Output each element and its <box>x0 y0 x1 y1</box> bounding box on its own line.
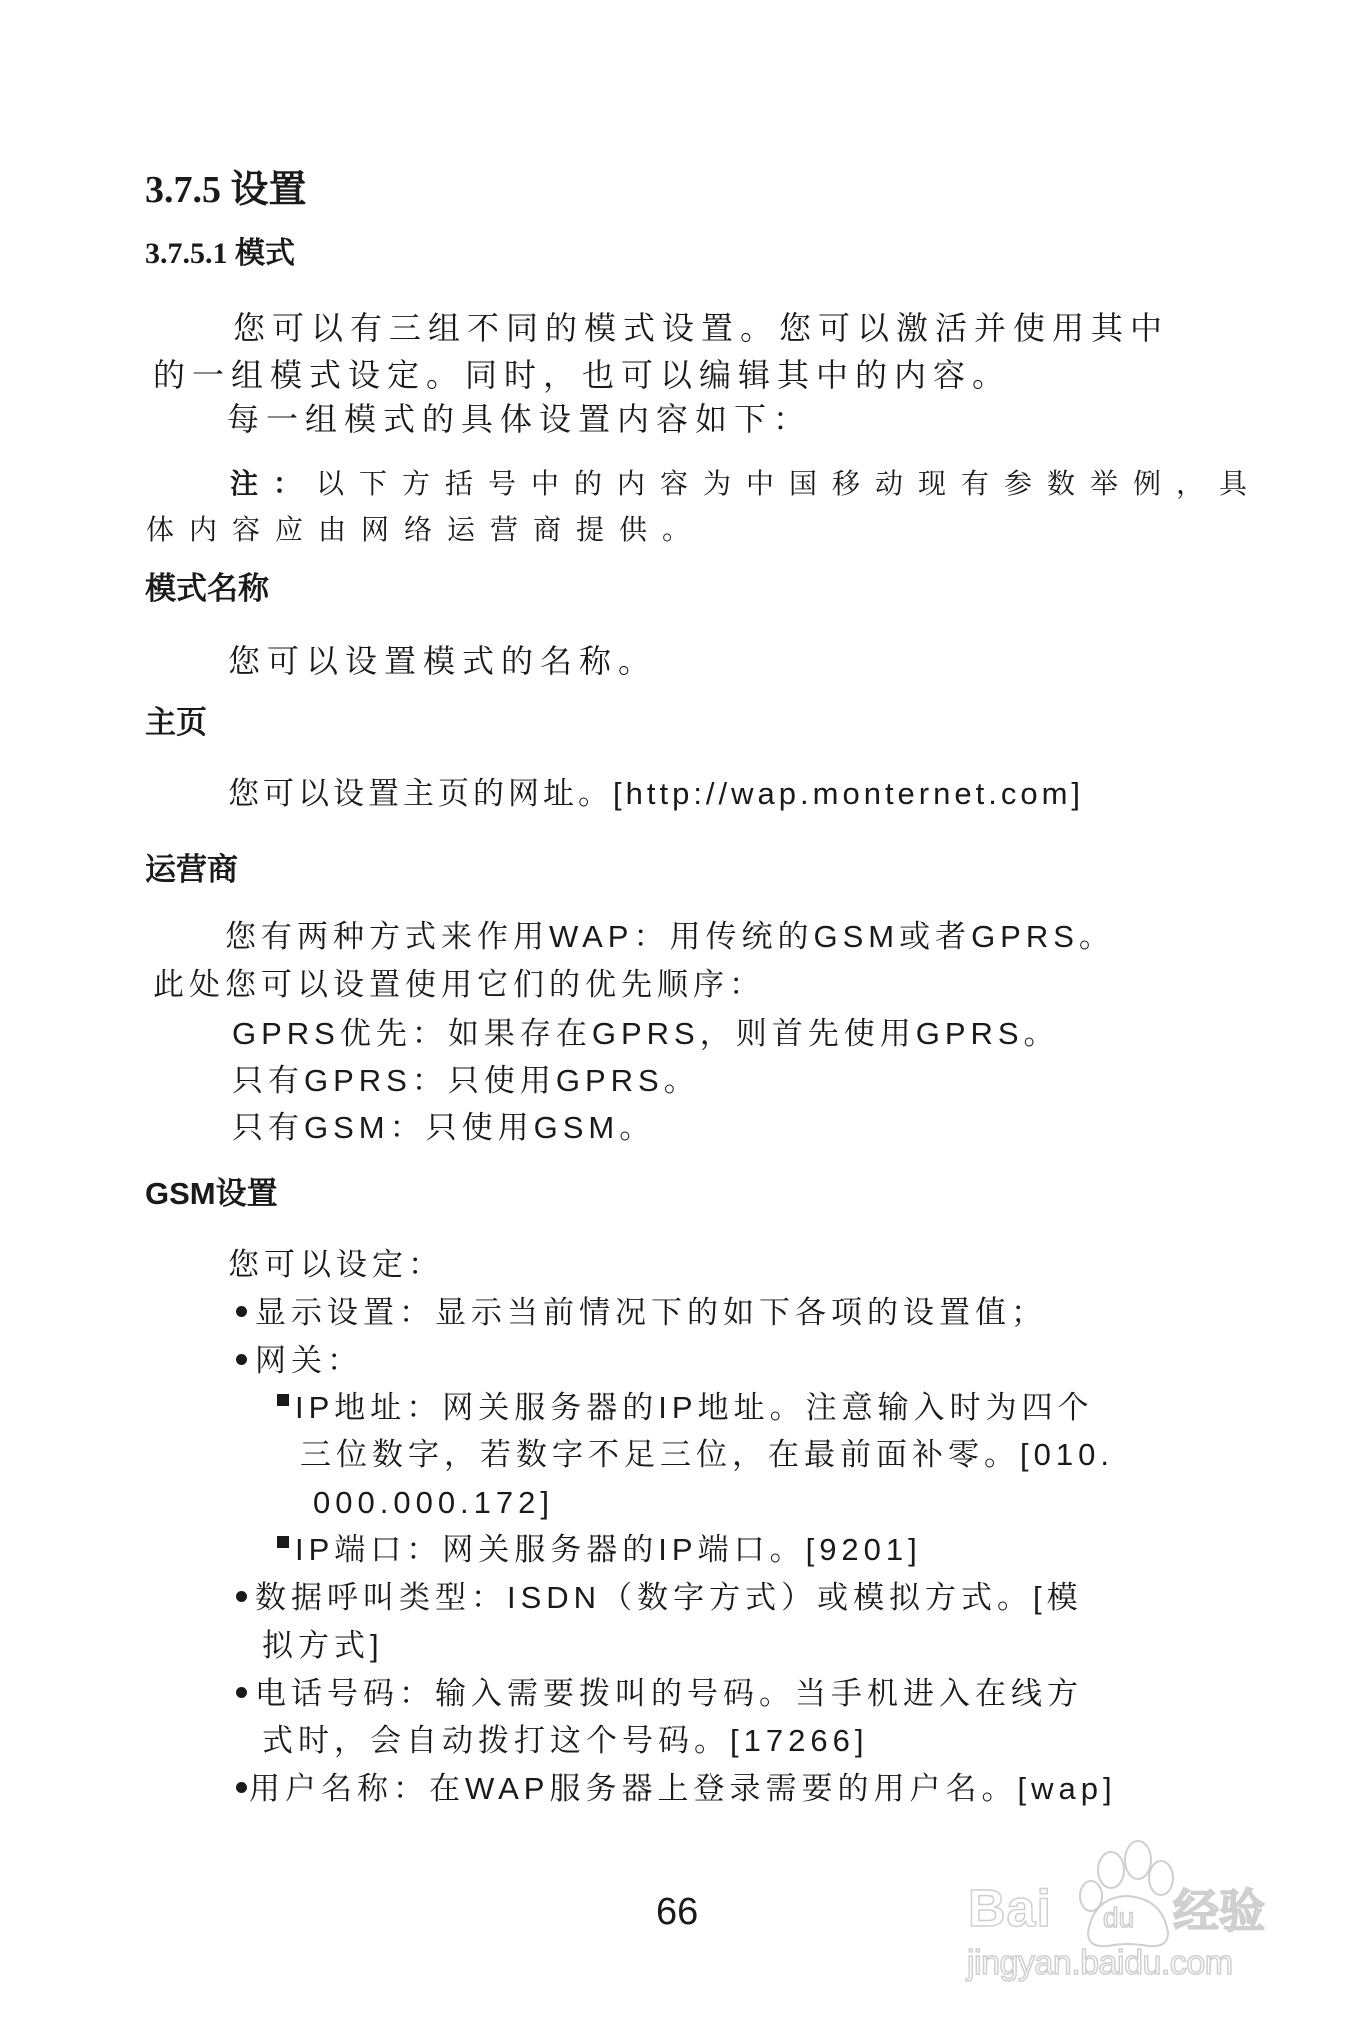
bullet-dot-icon <box>236 1782 247 1793</box>
gsm-item-ip-port <box>277 1534 922 1565</box>
homepage-heading: 主页 <box>145 705 207 740</box>
item-text: IP端口：网关服务器的IP端口。[9201] <box>295 1532 922 1567</box>
watermark-url: jingyan.baidu.com <box>967 1944 1233 1982</box>
note-line-2: 体内容应由网络运营商提供。 <box>146 513 706 546</box>
section-heading: 3.7.5 设置 <box>145 169 307 211</box>
operator-line-5: 只有GSM：只使用GSM。 <box>232 1110 656 1145</box>
bullet-dot-icon <box>236 1687 247 1698</box>
intro-line-1: 您可以有三组不同的模式设置。您可以激活并使用其中 <box>233 310 1170 346</box>
item-text: 电话号码：输入需要拨叫的号码。当手机进入在线方 <box>255 1676 1083 1711</box>
item-text: 数据呼叫类型：ISDN（数字方式）或模拟方式。[模 <box>255 1580 1083 1615</box>
watermark-brand: Bai <box>968 1880 1052 1938</box>
operator-line-1: 您有两种方式来作用WAP：用传统的GSM或者GPRS。 <box>225 919 1115 954</box>
bullet-dot-icon <box>236 1591 247 1602</box>
intro-line-2: 的一组模式设定。同时，也可以编辑其中的内容。 <box>153 357 1012 393</box>
gsm-item-phone-number <box>236 1678 1083 1709</box>
bullet-dot-icon <box>236 1354 247 1365</box>
homepage-text: 您可以设置主页的网址。[http://wap.monternet.com] <box>228 776 1085 811</box>
note-label: 注： <box>230 468 317 499</box>
gsm-item-phone-number-cont: 式时，会自动拨打这个号码。[17266] <box>262 1723 869 1758</box>
gsm-intro: 您可以设定： <box>228 1247 444 1282</box>
item-text: 显示设置：显示当前情况下的如下各项的设置值； <box>255 1295 1047 1330</box>
note-line-1 <box>230 467 1263 500</box>
gsm-item-gateway <box>236 1345 363 1376</box>
gsm-item-user-name <box>236 1773 1117 1804</box>
operator-line-2: 此处您可以设置使用它们的优先顺序： <box>153 967 765 1002</box>
note-text: 以下方括号中的内容为中国移动现有参数举例，具 <box>316 467 1263 500</box>
item-text: 网关： <box>255 1343 363 1378</box>
item-text: 用户名称：在WAP服务器上登录需要的用户名。[wap] <box>249 1771 1117 1806</box>
gsm-item-data-call-type <box>236 1582 1083 1613</box>
gsm-item-ip-address-cont-1: 三位数字，若数字不足三位，在最前面补零。[010. <box>300 1437 1114 1472</box>
bullet-square-icon <box>277 1394 289 1406</box>
gsm-heading: GSM设置 <box>145 1176 278 1211</box>
bullet-dot-icon <box>236 1306 247 1317</box>
operator-line-3: GPRS优先：如果存在GPRS，则首先使用GPRS。 <box>232 1016 1060 1051</box>
gsm-item-display-settings <box>236 1297 1047 1328</box>
item-text: IP地址：网关服务器的IP地址。注意输入时为四个 <box>295 1390 1094 1425</box>
mode-name-heading: 模式名称 <box>145 571 269 606</box>
watermark-suffix: 经验 <box>1173 1885 1265 1937</box>
baidu-watermark <box>963 1838 1278 1988</box>
gsm-item-data-call-type-cont: 拟方式] <box>262 1628 384 1663</box>
bullet-square-icon <box>277 1536 289 1548</box>
gsm-item-ip-address-cont-2: 000.000.172] <box>313 1485 555 1520</box>
operator-line-4: 只有GPRS：只使用GPRS。 <box>232 1063 700 1098</box>
watermark-paw-text: du <box>1103 1902 1135 1933</box>
operator-heading: 运营商 <box>145 852 238 887</box>
mode-name-text: 您可以设置模式的名称。 <box>228 643 658 679</box>
subsection-heading: 3.7.5.1 模式 <box>145 237 295 270</box>
page-number: 66 <box>656 1891 699 1933</box>
intro-line-3: 每一组模式的具体设置内容如下： <box>227 401 813 437</box>
gsm-item-ip-address <box>277 1392 1094 1423</box>
